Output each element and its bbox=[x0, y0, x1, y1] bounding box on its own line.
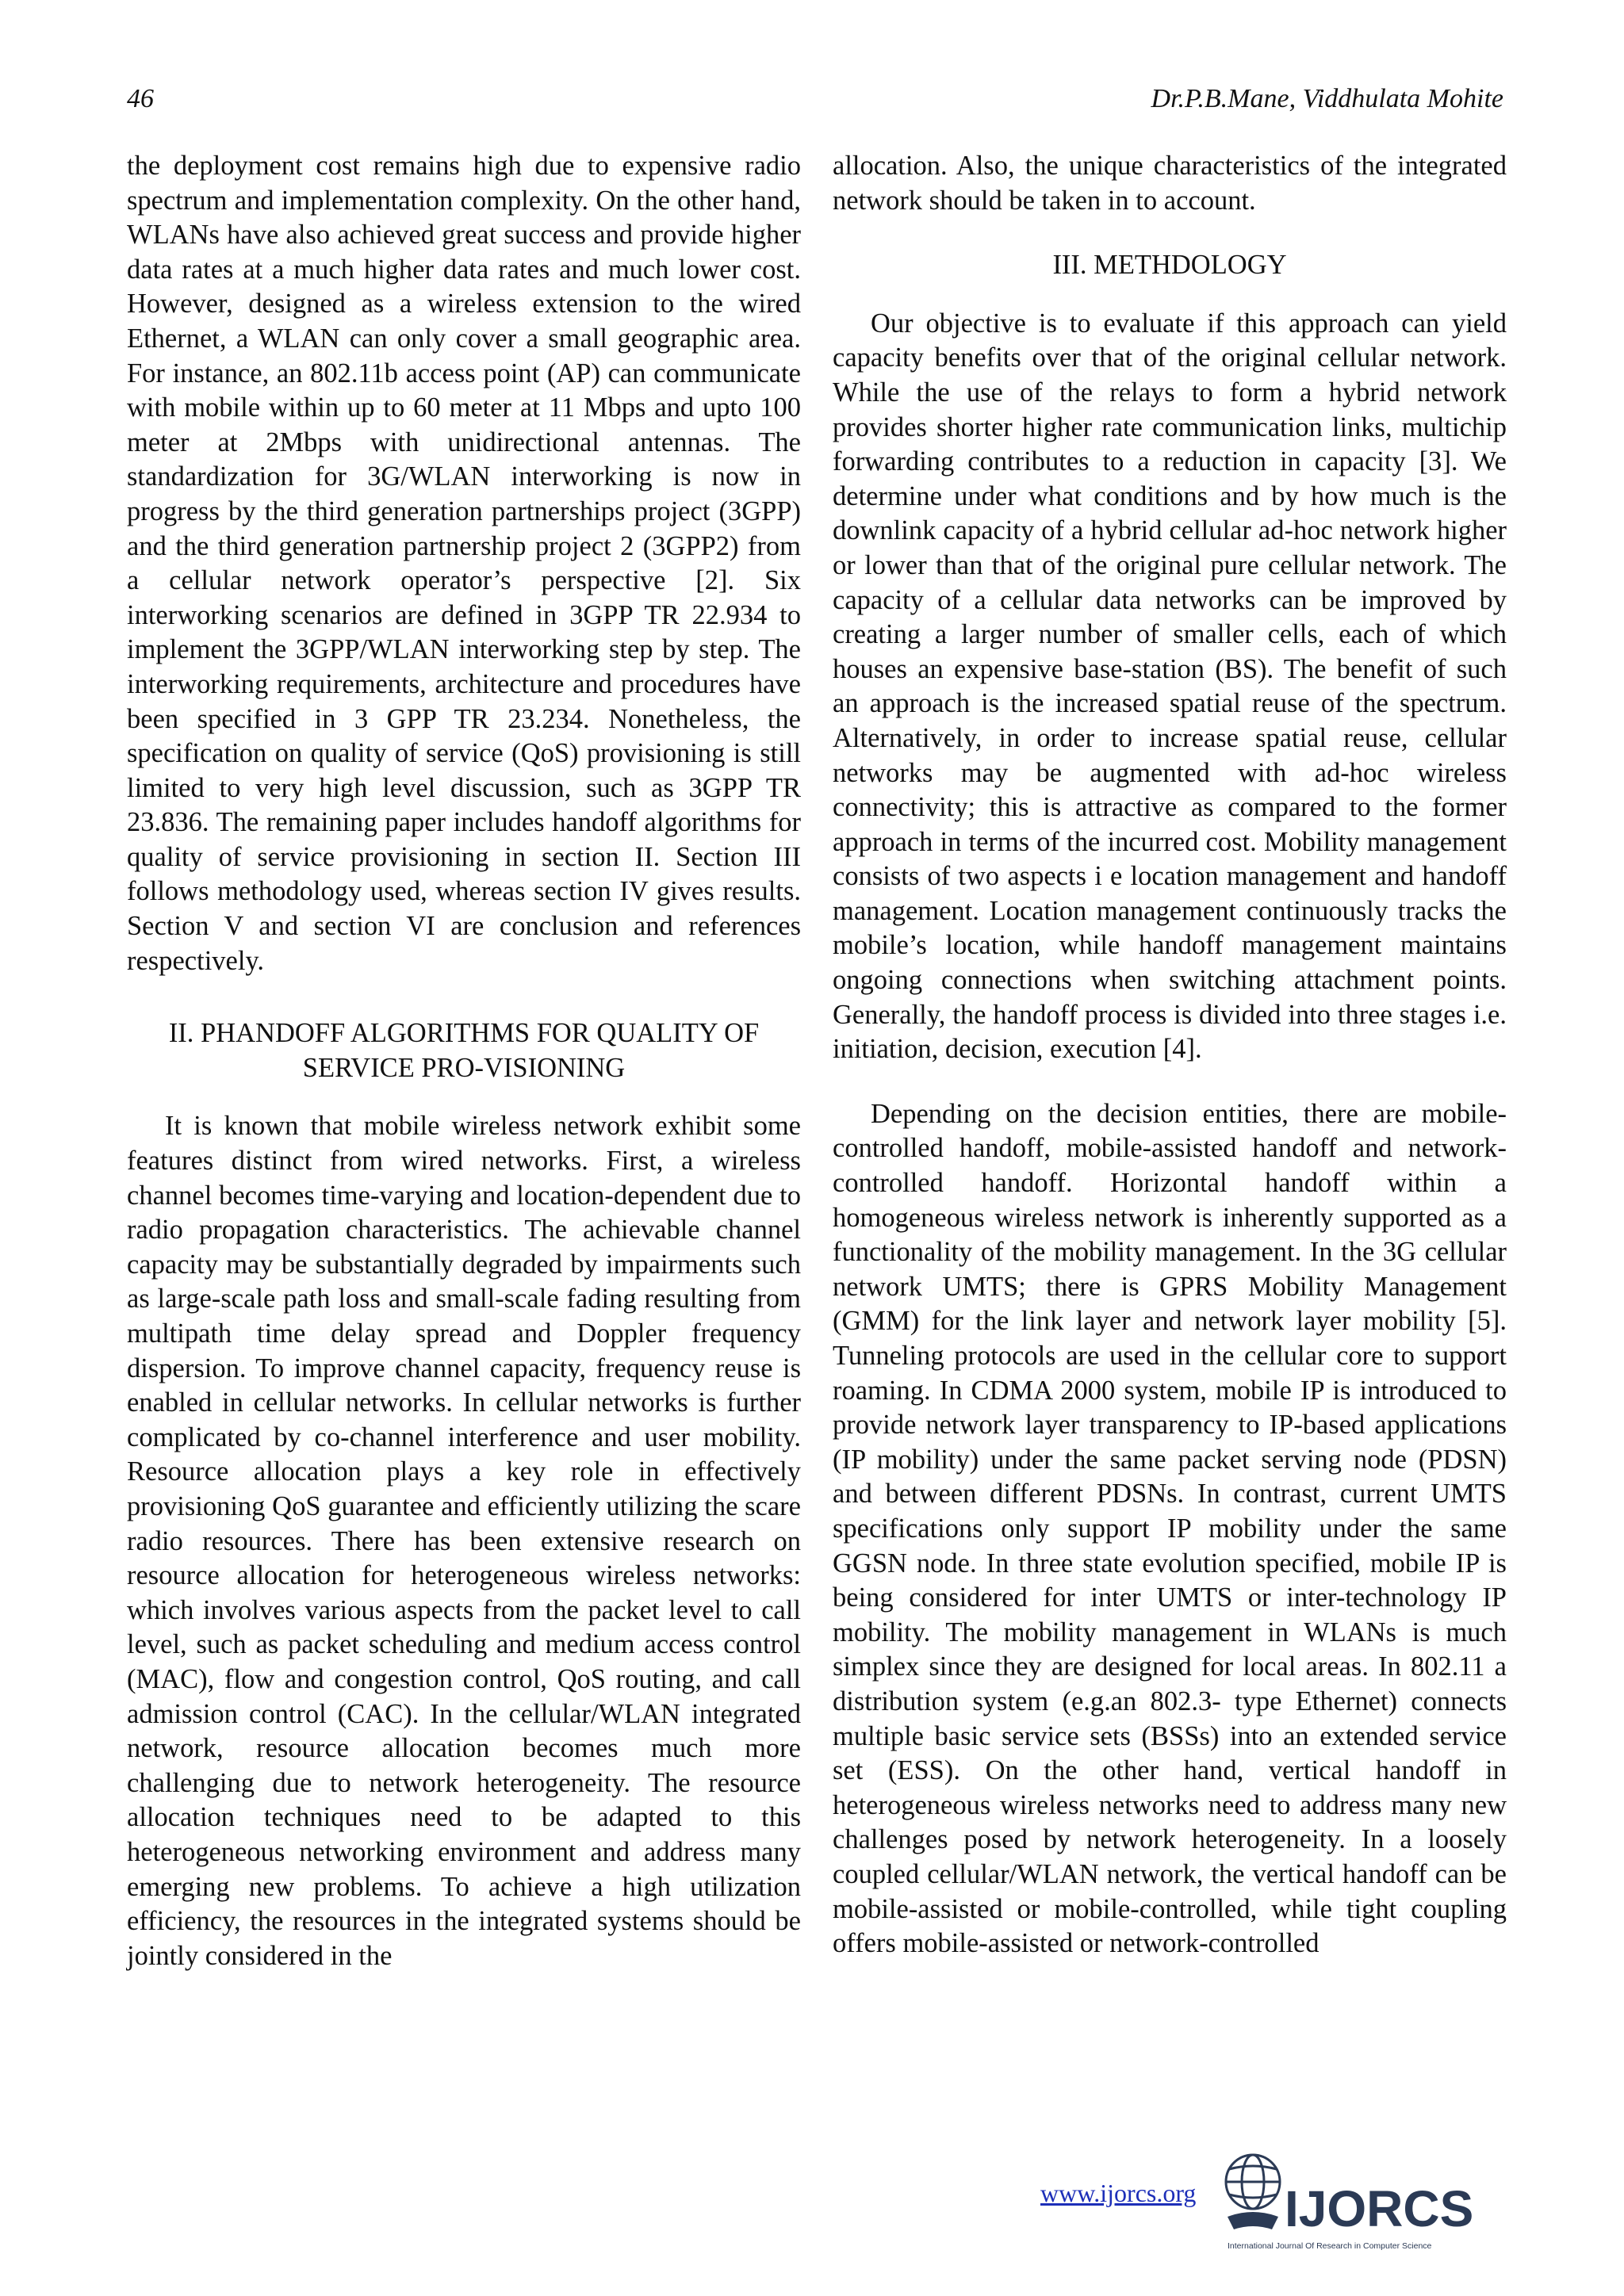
section-3-heading: III. METHDOLOGY bbox=[1052, 250, 1287, 281]
globe-icon bbox=[1226, 2155, 1280, 2209]
website-link[interactable]: www.ijorcs.org bbox=[1040, 2179, 1197, 2207]
section-2-paragraph: It is known that mobile wireless network exhibit some features distinct from wired networks. First, a wireless channel becomes time-varying and location-dependent due to radio propagation characteristics. The achievable channel capacity may be substantially degraded by impairments such as large-scale path loss and small-scale fading resulting from multipath time delay spread and Doppler frequency dispersion. To improve channel capacity, frequency reuse is enabled in cellular networks. In cellular networks is further complicated by co-channel interference and user mobility. Resource allocation plays a key role in effectively provisioning QoS guarantee and efficiently utilizing the scare radio resources. There has been extensive research on resource allocation for heterogeneous wireless networks: which involves various aspects from the packet level to call level, such as packet scheduling and medium access control (MAC), flow and congestion control, QoS routing, and call admission control (CAC). In the cellular/WLAN integrated network, resource allocation becomes much more challenging due to network heterogeneity. The resource allocation techniques need to be adapted to this heterogeneous networking environment and address many emerging new problems. To achieve a high utilization efficiency, the resources in the integrated systems should be jointly considered in the bbox=[127, 1111, 801, 1971]
logo-wordmark: IJORCS bbox=[1285, 2180, 1474, 2237]
continuation-paragraph: allocation. Also, the unique characteristics of the integrated network should be taken in to account. bbox=[833, 151, 1507, 216]
page-number: 46 bbox=[127, 84, 154, 113]
section-3-paragraph-2: Depending on the decision entities, there are mobile-controlled handoff, mobile-assisted handoff and network-controlled handoff. Horizontal handoff within a homogeneous wireless network is inherently supported as a functionality of the mobility management. In the 3G cellular network UMTS; there is GPRS Mobility Management (GMM) for the link layer and network layer mobility [5]. Tunneling protocols are used in the cellular core to support roaming. In CDMA 2000 system, mobile IP is introduced to provide network layer transparency to IP-based applications (IP mobility) under the same packet serving node (PDSN) and between different PDSNs. In contrast, current UMTS specifications only support IP mobility under the same GGSN node. In three state evolution specified, mobile IP is being considered for inter UMTS or inter-technology IP mobility. The mobility management in WLANs is much simplex since they are designed for local areas. In 802.11 a distribution system (e.g.an 802.3- type Ethernet) connects multiple basic service sets (BSSs) into an extended service set (ESS). On the other hand, vertical handoff in heterogeneous wireless networks need to address many new challenges posed by network heterogeneity. In a loosely coupled cellular/WLAN network, the vertical handoff can be mobile-assisted or mobile-controlled, while tight coupling offers mobile-assisted or network-controlled bbox=[833, 1098, 1507, 1959]
globe-base-icon bbox=[1228, 2212, 1278, 2229]
logo-tagline: International Journal Of Research in Computer Science bbox=[1228, 2241, 1432, 2251]
running-header-authors: Dr.P.B.Mane, Viddhulata Mohite bbox=[1151, 84, 1503, 113]
ijorcs-logo bbox=[1221, 2141, 1515, 2260]
section-2-heading-line-1: II. PHANDOFF ALGORITHMS FOR QUALITY OF bbox=[168, 1018, 760, 1049]
intro-paragraph: the deployment cost remains high due to expensive radio spectrum and implementation complexity. On the other hand, WLANs have also achieved great success and provide higher data rates at a much higher data rates and much lower cost. However, designed as a wireless extension to the wired Ethernet, a WLAN can only cover a small geographic area. For instance, an 802.11b access point (AP) can communicate with mobile within up to 60 meter at 11 Mbps and upto 100 meter at 2Mbps with unidirectional antennas. The standardization for 3G/WLAN interworking is now in progress by the third generation partnerships project (3GPP) and the third generation partnership project 2 (3GPP2) from a cellular network operator’s perspective [2]. Six interworking scenarios are defined in 3GPP TR 22.934 to implement the 3GPP/WLAN interworking step by step. The interworking requirements, architecture and procedures have been specified in 3 GPP TR 23.234. Nonetheless, the specification on quality of service (QoS) provisioning is still limited to very high level discussion, such as 3GPP TR 23.836. The remaining paper includes handoff algorithms for quality of service provisioning in section II. Section III follows methodology used, whereas section IV gives results. Section V and section VI are conclusion and references respectively. bbox=[127, 151, 801, 976]
section-2-heading bbox=[127, 1016, 801, 1085]
right-column bbox=[833, 149, 1507, 1961]
section-3-paragraph-1: Our objective is to evaluate if this approach can yield capacity benefits over that of the original cellular network. While the use of the relays to form a hybrid network provides shorter higher rate communication links, multichip forwarding contributes to a reduction in capacity [3]. We determine under what conditions and by how much is the downlink capacity of a hybrid cellular ad-hoc network higher or lower than that of the original pure cellular network. The capacity of a cellular data networks can be improved by creating a larger number of smaller cells, each of which houses an expensive base-station (BS). The benefit of such an approach is the increased spatial reuse of the spectrum. Alternatively, in order to increase spatial reuse, cellular networks may be augmented with ad-hoc wireless connectivity; this is attractive as compared to the former approach in terms of the incurred cost. Mobility management consists of two aspects i e location management and handoff management. Location management continuously tracks the mobile’s location, while handoff management maintains ongoing connections when switching attachment points. Generally, the handoff process is divided into three stages i.e. initiation, decision, execution [4]. bbox=[833, 308, 1507, 1065]
section-2-heading-line-2: SERVICE PRO-VISIONING bbox=[302, 1052, 626, 1083]
left-column bbox=[127, 149, 801, 1973]
